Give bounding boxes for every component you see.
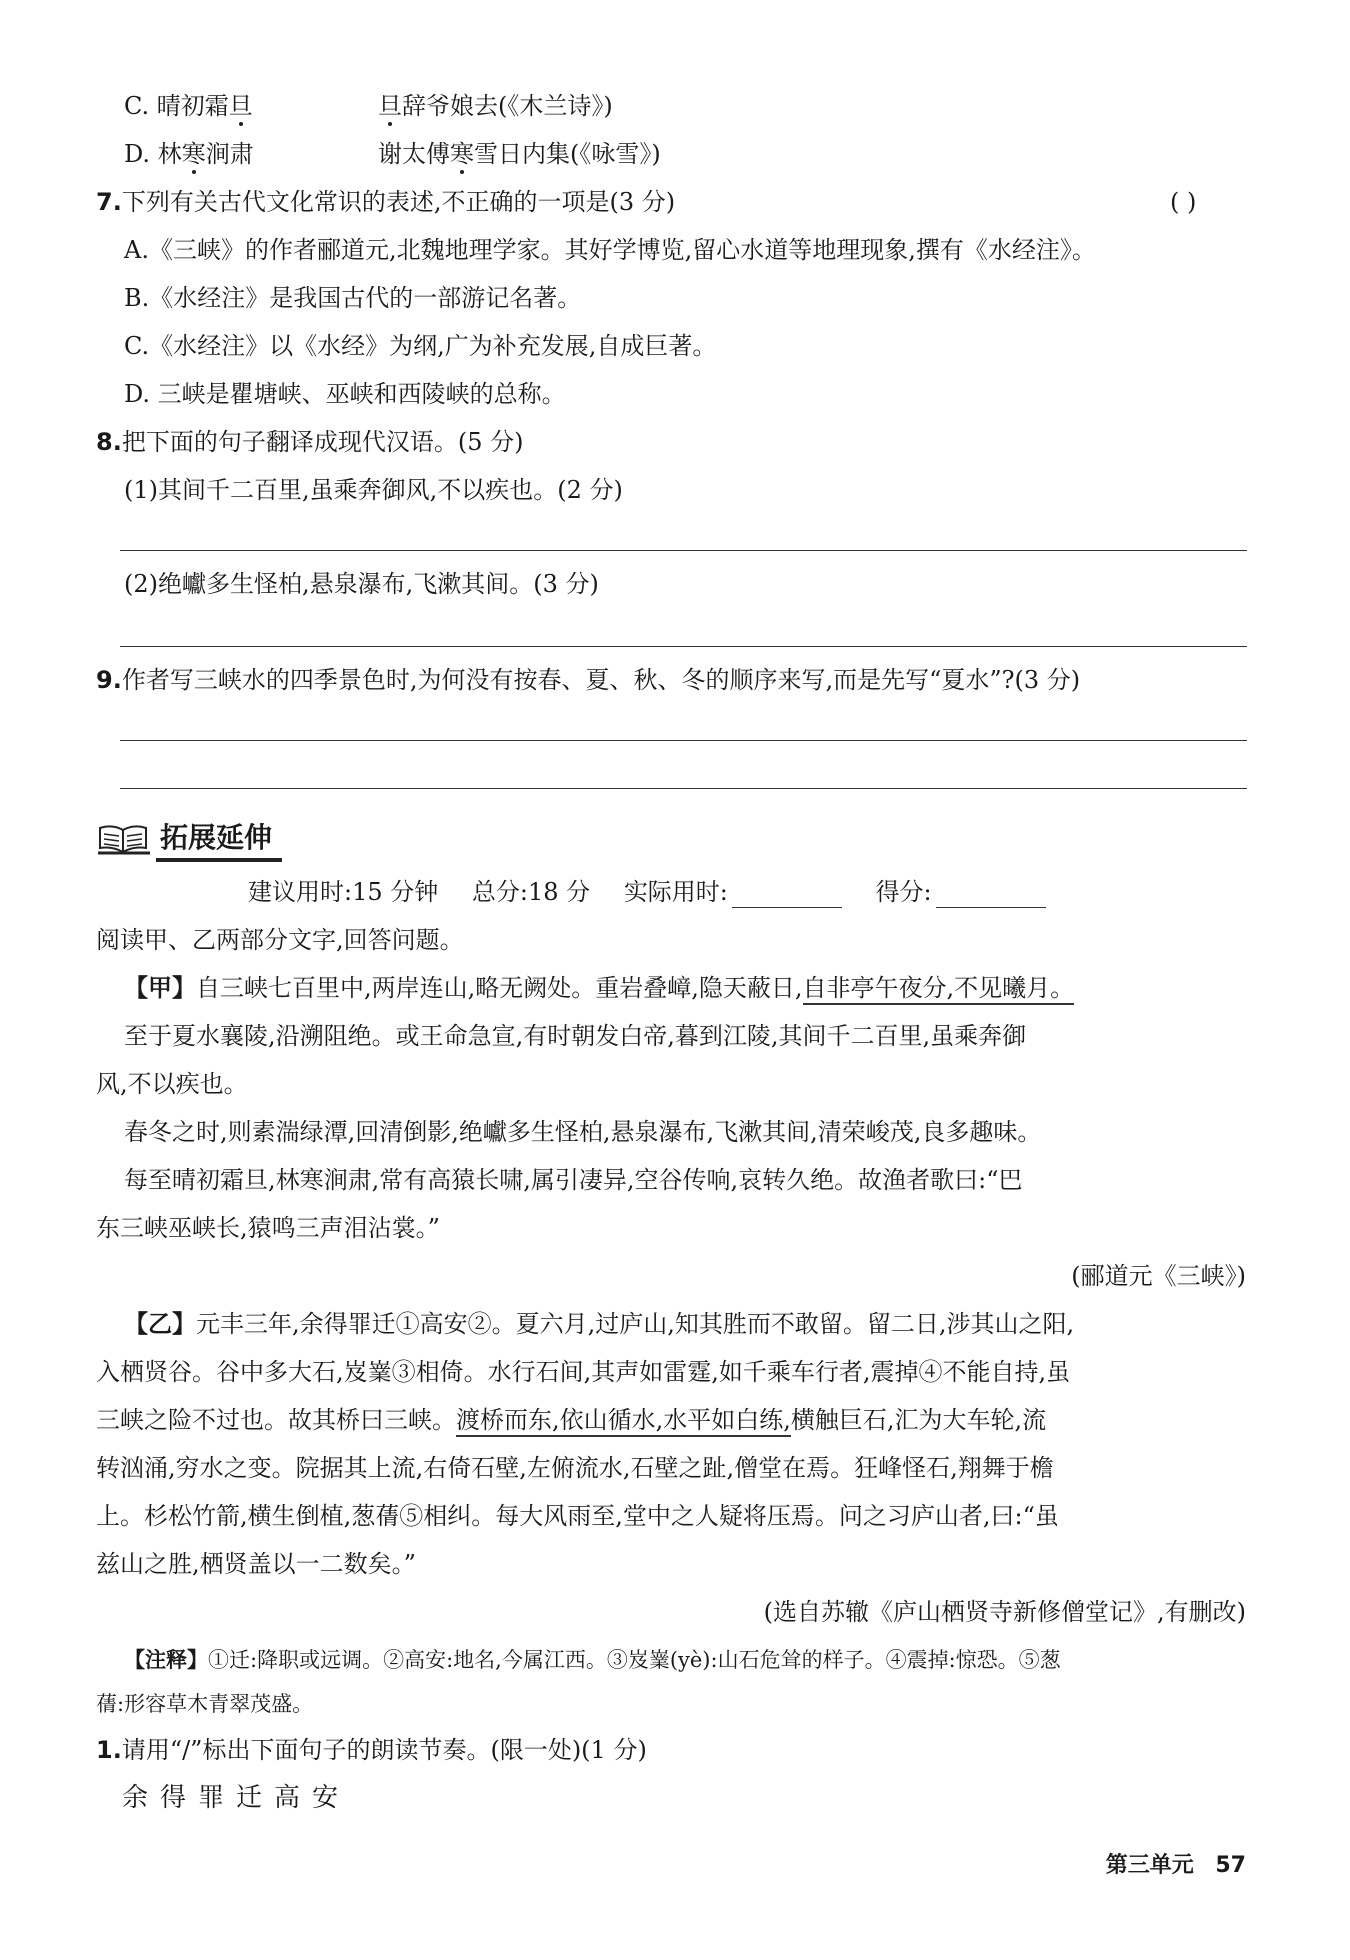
q1-sentence[interactable]: 余得罪迁高安 (122, 1783, 351, 1813)
q7-option-a: A.《三峡》的作者郦道元,北魏地理学家。其好学博览,留心水道等地理现象,撰有《水经注》。 (124, 236, 1096, 264)
answer-bracket: ( ) (1170, 188, 1197, 216)
answer-line[interactable] (120, 788, 1247, 789)
passage-jia-p2: 至于夏水襄陵,沿溯阻绝。或王命急宣,有时朝发白帝,暮到江陵,其间千二百里,虽乘奔御 (124, 1022, 1027, 1050)
q7-option-c: C.《水经注》以《水经》为纲,广为补充发展,自成巨著。 (124, 332, 717, 360)
passage-jia-p2-cont: 风,不以疾也。 (96, 1070, 248, 1098)
q8-stem: 8.把下面的句子翻译成现代汉语。(5 分) (96, 428, 524, 456)
page-footer (1106, 1848, 1246, 1879)
unit-label: 第三单元 (1105, 1853, 1194, 1878)
section-header (98, 818, 282, 860)
notes-line-1: 【注释】①迁:降职或远调。②高安:地名,今属江西。③岌嶪(yè):山石危耸的样子。④震掉:惊恐。⑤葱 (124, 1648, 1061, 1672)
passage-yi-l6: 兹山之胜,栖贤盖以一二数矣。” (96, 1550, 416, 1578)
q7-option-d: D. 三峡是瞿塘峡、巫峡和西陵峡的总称。 (124, 380, 566, 408)
q6-option-c (124, 90, 253, 122)
passage-jia-source: (郦道元《三峡》) (1071, 1262, 1246, 1290)
passage-yi-l5: 上。杉松竹箭,横生倒植,葱蒨⑤相纠。每大风雨至,堂中之人疑将压焉。问之习庐山者,曰:“虽 (96, 1502, 1059, 1530)
passage-yi-l1: 【乙】元丰三年,余得罪迁①高安②。夏六月,过庐山,知其胜而不敢留。留二日,涉其山之阳, (124, 1310, 1075, 1338)
answer-line[interactable] (120, 646, 1247, 647)
passage-jia-p1: 【甲】自三峡七百里中,两岸连山,略无阙处。重岩叠嶂,隐天蔽日,自非亭午夜分,不见曦月。 (124, 972, 1074, 1004)
q1-stem: 1.请用“/”标出下面句子的朗读节奏。(限一处)(1 分) (96, 1736, 647, 1764)
reading-instruction: 阅读甲、乙两部分文字,回答问题。 (96, 926, 464, 954)
actual-time-field[interactable] (732, 885, 842, 908)
underlined-sentence: 渡桥而东,依山循水,水平如白练, (456, 1406, 791, 1437)
q6-option-d-example: 谢太傅寒雪日内集(《咏雪》) (378, 140, 661, 168)
answer-line[interactable] (120, 740, 1247, 741)
section-title: 拓展延伸 (156, 816, 282, 862)
q6-option-c-label: C. 晴初霜旦 (124, 92, 253, 120)
q7-option-b: B.《水经注》是我国古代的一部游记名著。 (124, 284, 582, 312)
page-number: 57 (1215, 1853, 1246, 1878)
time-meta: 建议用时:15 分钟 总分:18 分 实际用时: 得分: (248, 876, 1046, 908)
q8-sentence-1: (1)其间千二百里,虽乘奔御风,不以疾也。(2 分) (124, 476, 623, 504)
passage-yi-l4: 转汹涌,穷水之变。院据其上流,右倚石壁,左俯流水,石壁之趾,僧堂在焉。狂峰怪石,翔舞于檐 (96, 1454, 1054, 1482)
q8-sentence-2: (2)绝巘多生怪柏,悬泉瀑布,飞漱其间。(3 分) (124, 570, 599, 598)
score-field[interactable] (936, 885, 1046, 908)
q6-option-d: D. 林寒涧肃 (124, 140, 254, 168)
passage-jia-p4-cont: 东三峡巫峡长,猿鸣三声泪沾裳。” (96, 1214, 440, 1242)
passage-yi-l2: 入栖贤谷。谷中多大石,岌嶪③相倚。水行石间,其声如雷霆,如千乘车行者,震掉④不能自持,虽 (96, 1358, 1071, 1386)
q9-stem: 9.作者写三峡水的四季景色时,为何没有按春、夏、秋、冬的顺序来写,而是先写“夏水”?(3 分) (96, 666, 1081, 694)
q7-stem: 7.下列有关古代文化常识的表述,不正确的一项是(3 分) (96, 188, 676, 216)
notes-line-2: 蒨:形容草木青翠茂盛。 (96, 1692, 314, 1716)
book-icon (98, 822, 150, 856)
underlined-sentence: 自非亭午夜分,不见曦月。 (803, 974, 1075, 1005)
passage-yi-source: (选自苏辙《庐山栖贤寺新修僧堂记》,有删改) (763, 1598, 1246, 1626)
q6-option-c-example: 旦辞爷娘去(《木兰诗》) (378, 92, 613, 120)
answer-line[interactable] (120, 550, 1247, 551)
passage-jia-p4: 每至晴初霜旦,林寒涧肃,常有高猿长啸,属引凄异,空谷传响,哀转久绝。故渔者歌曰:“巴 (124, 1166, 1023, 1194)
passage-yi-l3: 三峡之险不过也。故其桥曰三峡。渡桥而东,依山循水,水平如白练,横触巨石,汇为大车轮,流 (96, 1404, 1046, 1436)
passage-jia-p3: 春冬之时,则素湍绿潭,回清倒影,绝巘多生怪柏,悬泉瀑布,飞漱其间,清荣峻茂,良多趣味。 (124, 1118, 1042, 1146)
